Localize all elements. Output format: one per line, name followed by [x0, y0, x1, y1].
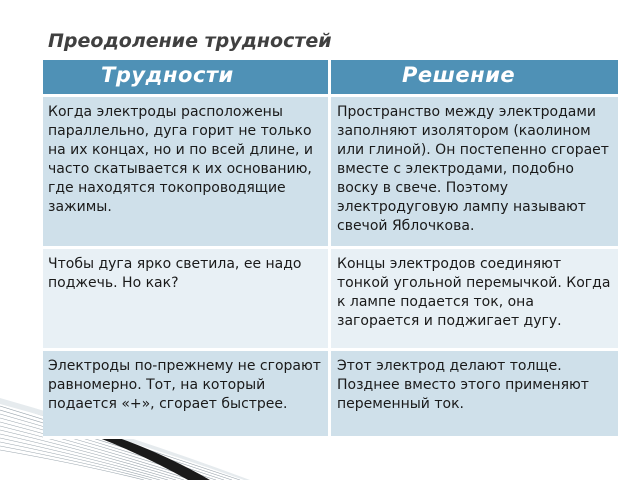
difficulty-cell: Электроды по-прежнему не сгорают равномерно. Тот, на который подается «+», сгорает быстрее.	[43, 351, 331, 439]
header-solution: Решение	[331, 60, 618, 97]
difficulties-solutions-table	[43, 60, 618, 439]
solution-cell: Пространство между электродами заполняют изолятором (каолином или глиной). Он постепенно сгорает вместе с электродами, подобно воску в свече. Поэтому электродуговую лампу называют свечой Яблочкова.	[331, 97, 618, 249]
table-row	[43, 97, 618, 249]
header-difficulties: Трудности	[43, 60, 331, 97]
difficulty-cell: Когда электроды расположены параллельно, дуга горит не только на их концах, но и по всей длине, и часто скатывается к их основанию, где находятся токопроводящие зажимы.	[43, 97, 331, 249]
page-title: Преодоление трудностей	[48, 30, 332, 52]
table-row	[43, 249, 618, 351]
table-header-row	[43, 60, 618, 97]
solution-cell: Этот электрод делают толще. Позднее вместо этого применяют переменный ток.	[331, 351, 618, 439]
solution-cell: Концы электродов соединяют тонкой угольной перемычкой. Когда к лампе подается ток, она загорается и поджигает дугу.	[331, 249, 618, 351]
table-row	[43, 351, 618, 439]
difficulty-cell: Чтобы дуга ярко светила, ее надо поджечь. Но как?	[43, 249, 331, 351]
